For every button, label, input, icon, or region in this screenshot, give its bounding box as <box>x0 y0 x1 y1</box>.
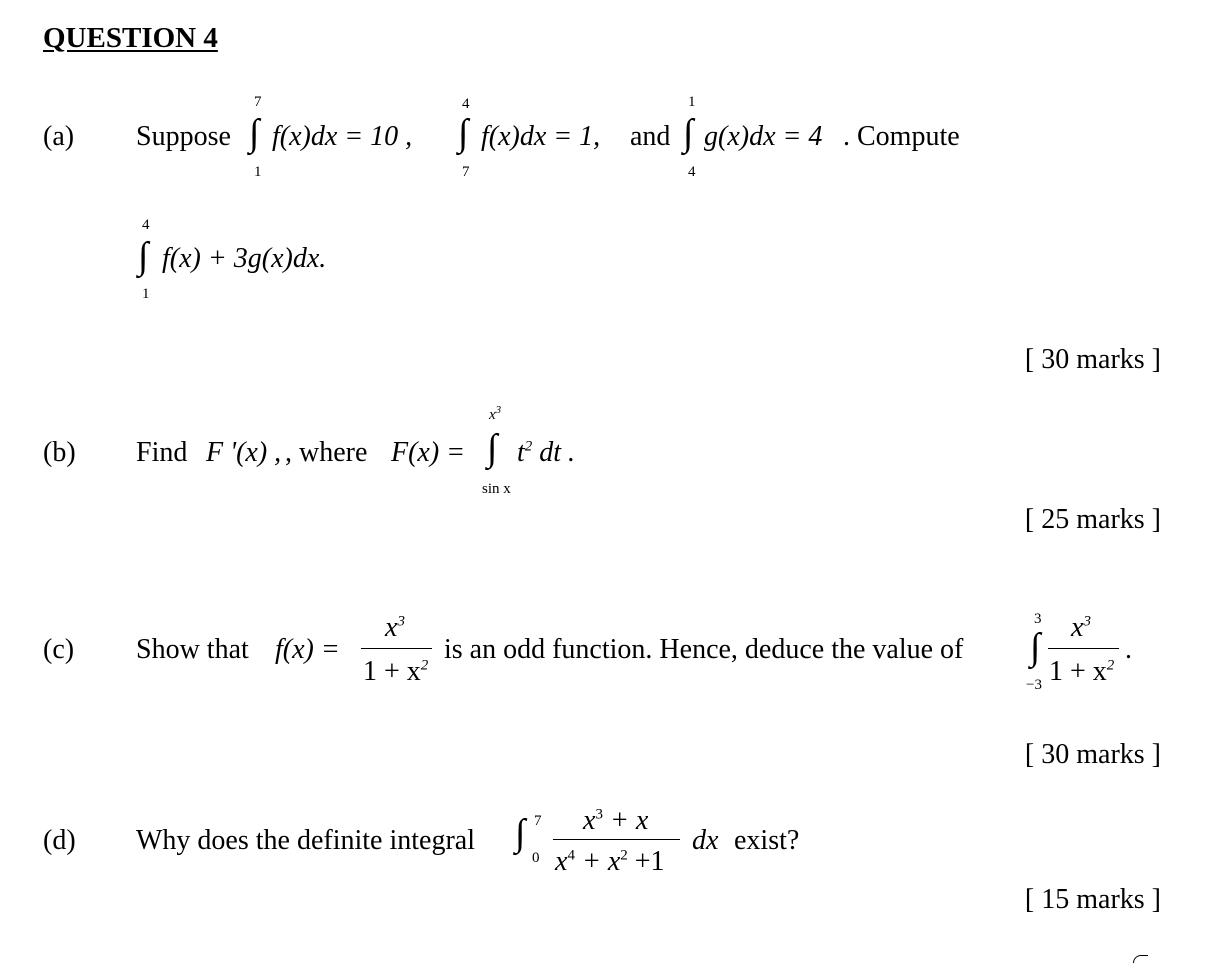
part-a-marks: [ 30 marks ] <box>1024 344 1161 375</box>
part-a-label: (a) <box>43 121 75 152</box>
part-b-text-where: , where <box>285 437 368 468</box>
integral-sign: ∫ <box>515 812 526 854</box>
int-d-upper-limit: 7 <box>534 813 542 829</box>
int3-lower-limit: 4 <box>688 164 696 180</box>
frac-d-numerator: $x^3 + x$ <box>583 805 649 836</box>
part-a-text-suppose: Suppose <box>136 121 231 152</box>
part-c-tail: . <box>1125 634 1132 665</box>
frac1-bar <box>361 648 432 649</box>
part-c-lhs: f(x) = <box>275 634 340 665</box>
part-a-text-compute: . Compute <box>843 121 960 152</box>
int-c-upper-limit: 3 <box>1034 611 1042 627</box>
int2-upper-limit: 4 <box>462 96 470 112</box>
int-b-upper-limit: $x^3$ <box>489 404 502 423</box>
int4-lower-limit: 1 <box>142 286 150 302</box>
part-d-marks: [ 15 marks ] <box>1024 884 1161 915</box>
int-b-integrand: $t^2$ dt . <box>517 437 576 468</box>
frac-d-bar <box>553 839 680 840</box>
frac1-denominator: $1 + x^2$ <box>363 656 429 687</box>
frac1-numerator: $x^3$ <box>385 612 405 643</box>
part-b-derivative: F '(x) , <box>206 437 282 468</box>
integral-sign: ∫ <box>683 112 694 154</box>
part-d-text-exist: exist? <box>734 825 800 856</box>
part-c-text-show: Show that <box>136 634 249 665</box>
int4-upper-limit: 4 <box>142 217 150 233</box>
int3-integrand: g(x)dx = 4 <box>704 121 823 152</box>
int4-integrand: f(x) + 3g(x)dx. <box>162 243 327 274</box>
part-c-marks: [ 30 marks ] <box>1024 739 1161 770</box>
frac2-denominator: $1 + x^2$ <box>1049 656 1115 687</box>
integral-sign: ∫ <box>458 112 469 154</box>
integral-sign: ∫ <box>487 427 498 469</box>
part-c-label: (c) <box>43 634 75 665</box>
part-b-function: F(x) = <box>391 437 466 468</box>
question-title: QUESTION 4 <box>43 22 218 54</box>
part-d-text-why: Why does the definite integral <box>136 825 475 856</box>
part-d-label: (d) <box>43 825 76 856</box>
integral-sign: ∫ <box>1030 626 1041 668</box>
int1-integrand: f(x)dx = 10 , <box>272 121 413 152</box>
int2-lower-limit: 7 <box>462 164 470 180</box>
int-b-lower-limit: sin x <box>482 481 511 497</box>
integral-sign: ∫ <box>138 235 149 277</box>
integral-sign: ∫ <box>249 112 260 154</box>
int1-lower-limit: 1 <box>254 164 262 180</box>
int-c-lower-limit: −3 <box>1026 677 1042 693</box>
int1-upper-limit: 7 <box>254 94 262 110</box>
cropped-glyph-fragment <box>1133 955 1148 963</box>
int3-upper-limit: 1 <box>688 94 696 110</box>
frac2-numerator: $x^3$ <box>1071 612 1091 643</box>
part-a-text-and: and <box>630 121 671 152</box>
part-b-marks: [ 25 marks ] <box>1024 504 1161 535</box>
part-b-text-find: Find <box>136 437 188 468</box>
int2-integrand: f(x)dx = 1, <box>481 121 601 152</box>
part-d-dx: dx <box>692 825 719 856</box>
frac-d-denominator: $x^4 + x^2 +1$ <box>555 846 665 877</box>
int-d-lower-limit: 0 <box>532 850 540 866</box>
part-c-text-odd: is an odd function. Hence, deduce the value of <box>444 634 964 665</box>
frac2-bar <box>1048 648 1119 649</box>
part-b-label: (b) <box>43 437 76 468</box>
